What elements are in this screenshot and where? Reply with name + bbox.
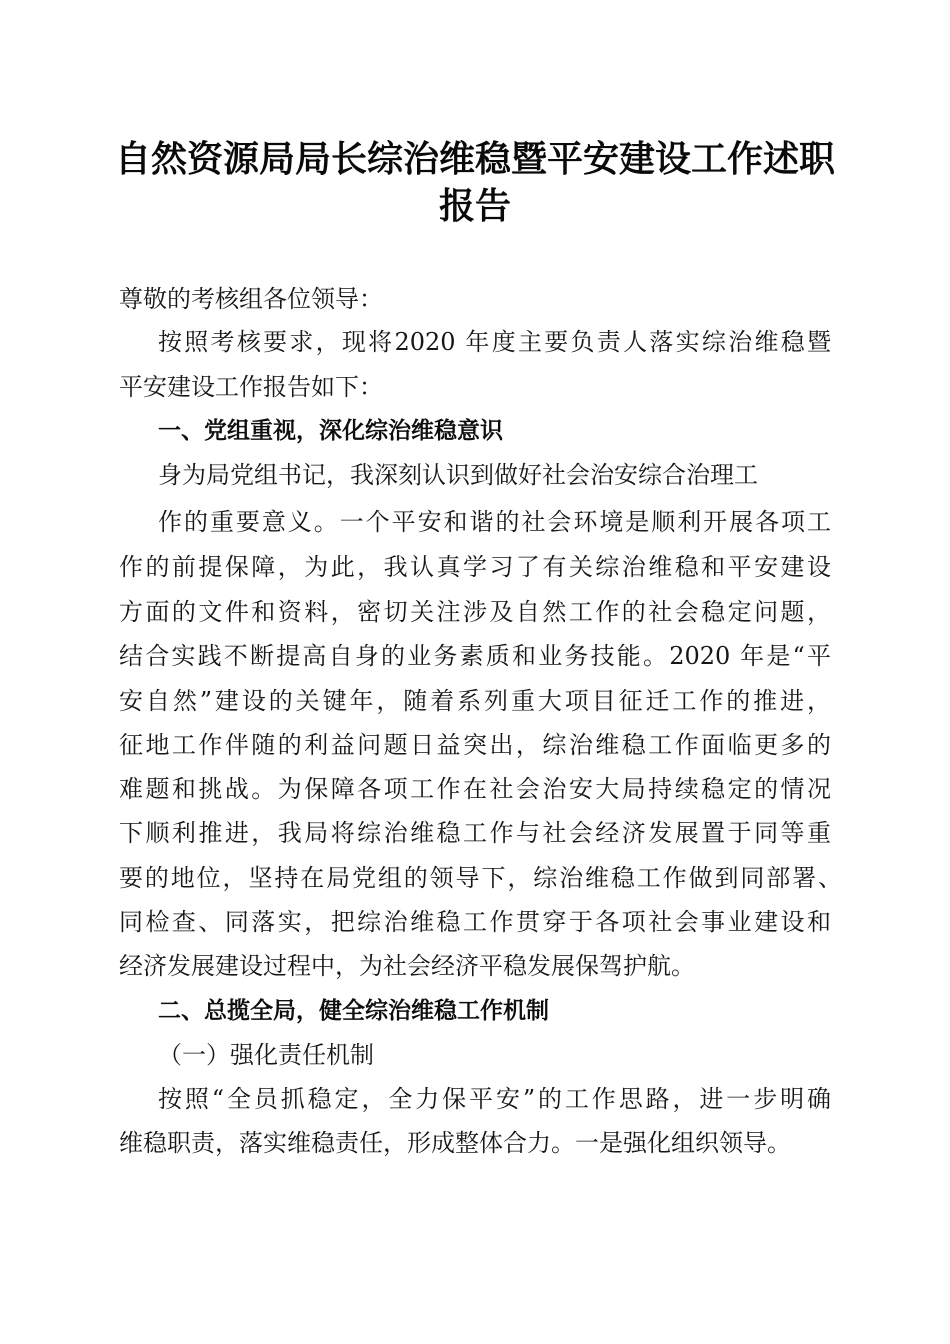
- section-1-line-2: 作的重要意义。一个平安和谐的社会环境是顺利开展各项工: [158, 508, 831, 536]
- section-1-heading: 一、党组重视，深化综治维稳意识: [158, 418, 503, 444]
- section-1-line-10: 要的地位，坚持在局党组的领导下，综治维稳工作做到同部署、: [119, 864, 842, 892]
- salutation: 尊敬的考核组各位领导：: [119, 285, 383, 313]
- section-1-line-6: 安自然”建设的关键年，随着系列重大项目征迁工作的推进，: [119, 687, 831, 715]
- section-2-heading: 二、总揽全局，健全综治维稳工作机制: [158, 998, 549, 1024]
- section-1-line-3: 作的前提保障，为此，我认真学习了有关综治维稳和平安建设: [119, 553, 831, 581]
- subsection-1-heading: （一）强化责任机制: [158, 1041, 374, 1069]
- document-title-line-2: 报告: [438, 186, 511, 227]
- section-1-line-4: 方面的文件和资料，密切关注涉及自然工作的社会稳定问题，: [119, 598, 831, 626]
- section-1-line-8: 难题和挑战。为保障各项工作在社会治安大局持续稳定的情况: [119, 775, 831, 803]
- subsection-1-line-1: 按照“全员抓稳定，全力保平安”的工作思路，进一步明确: [158, 1085, 831, 1113]
- intro-line-2: 平安建设工作报告如下：: [119, 373, 383, 401]
- intro-line-1: 按照考核要求，现将2020 年度主要负责人落实综治维稳暨: [158, 328, 831, 356]
- section-1-line-5: 结合实践不断提高自身的业务素质和业务技能。2020 年是“平: [119, 642, 831, 670]
- document-title-line-1: 自然资源局局长综治维稳暨平安建设工作述职: [114, 139, 835, 180]
- section-1-line-12: 经济发展建设过程中，为社会经济平稳发展保驾护航。: [119, 952, 695, 980]
- section-1-line-7: 征地工作伴随的利益问题日益突出，综治维稳工作面临更多的: [119, 731, 831, 759]
- section-1-line-9: 下顺利推进，我局将综治维稳工作与社会经济发展置于同等重: [119, 819, 831, 847]
- section-1-line-11: 同检查、同落实，把综治维稳工作贯穿于各项社会事业建设和: [119, 908, 831, 936]
- section-1-line-1: 身为局党组书记，我深刻认识到做好社会治安综合治理工: [158, 461, 758, 489]
- subsection-1-line-2: 维稳职责，落实维稳责任，形成整体合力。一是强化组织领导。: [119, 1129, 791, 1157]
